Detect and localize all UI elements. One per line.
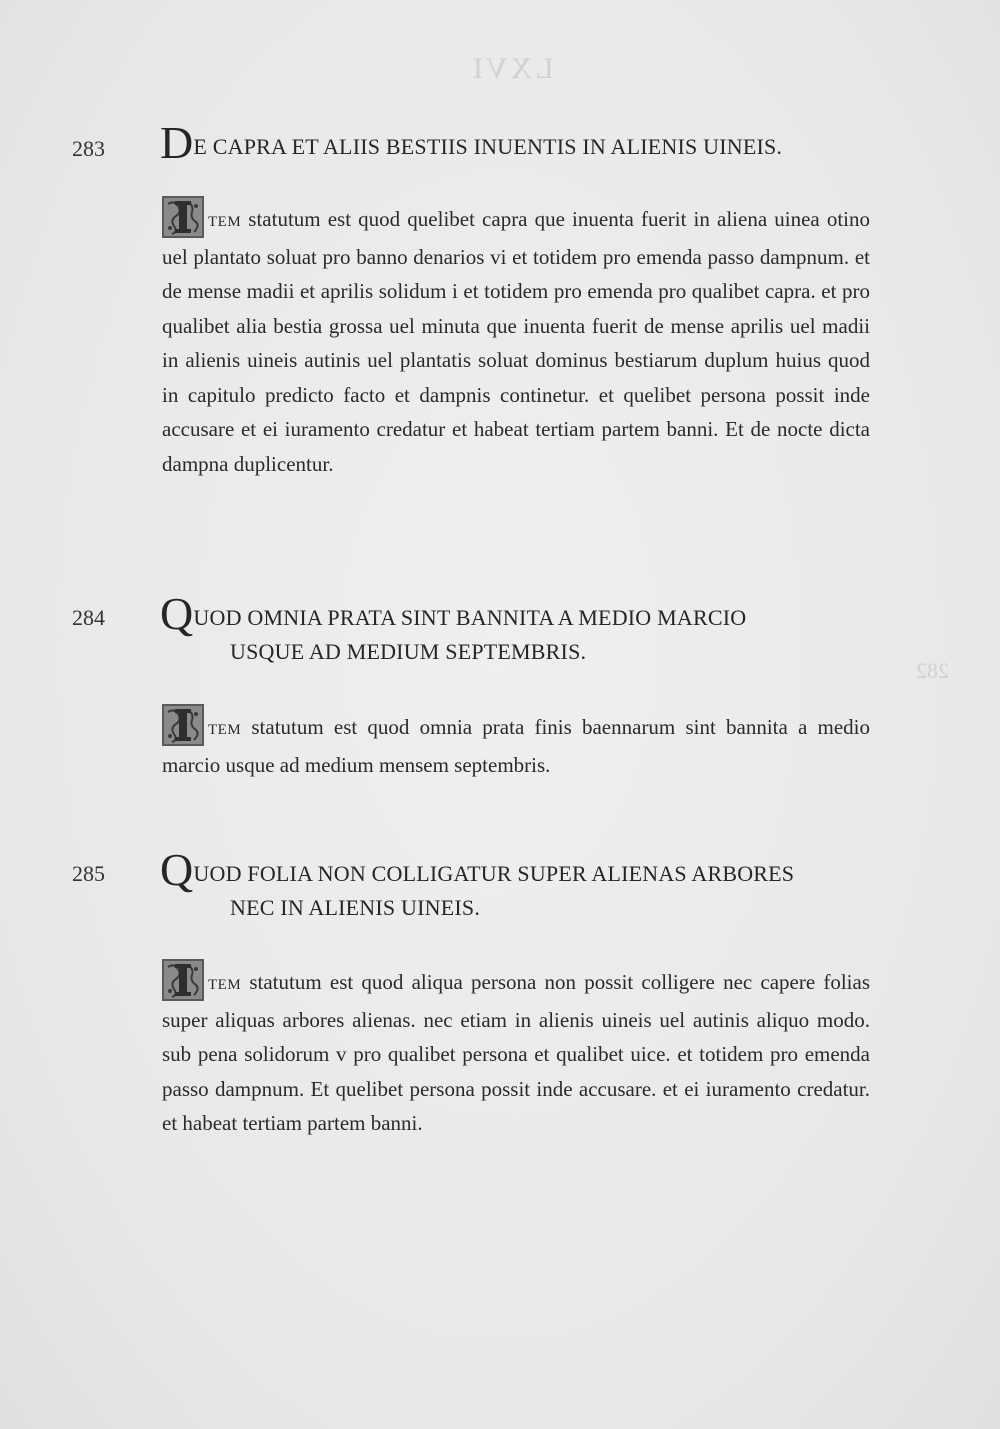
ornamental-I-icon <box>162 704 204 746</box>
section-body <box>162 196 870 481</box>
heading-text: E CAPRA ET ALIIS BESTIIS INUENTIS IN ALIENIS UINEIS. <box>193 134 783 159</box>
section-heading <box>160 117 870 168</box>
section-body <box>162 704 870 782</box>
section-number: 283 <box>72 136 105 161</box>
ornamental-I-icon <box>162 196 204 238</box>
heading-continuation: NEC IN ALIENIS UINEIS. <box>230 895 481 920</box>
heading-continuation: USQUE AD MEDIUM SEPTEMBRIS. <box>230 639 587 664</box>
item-word: TEM <box>208 722 242 738</box>
body-text: statutum est quod aliqua persona non possit colligere nec capere folias super aliquas arbores alienas. nec etiam in alienis uineis uel autinis aliquo modo. sub pena solidorum v pro qualibet persona et qualibet uice. et totidem pro emenda passo dampnum. Et quelibet persona possit inde accusare. et ei iuramento credatur. et habeat tertiam partem banni. <box>162 970 870 1135</box>
body-text: statutum est quod quelibet capra que inuenta fuerit in aliena uinea otino uel plantato soluat pro banno denarios vi et totidem pro emenda passo dampnum. et de mense madii et aprilis solidum i et totidem pro emenda pro qualibet capra. et pro qualibet alia bestia grossa uel minuta que inuenta fuerit de mense aprilis uel madii in alienis uineis autinis uel plantatis soluat dominus bestiarum duplum huius quod in capitulo predicto facto et dampnis continetur. et quelibet persona possit inde accusare et ei iuramento credatur et habeat tertiam partem banni. Et de nocte dicta dampna duplicentur. <box>162 207 871 476</box>
heading-initial: Q <box>160 588 194 639</box>
section-heading <box>160 588 870 669</box>
section-body <box>162 959 870 1141</box>
item-word: TEM <box>208 977 242 993</box>
section-number: 285 <box>72 861 105 886</box>
heading-initial: D <box>160 117 194 168</box>
body-text: statutum est quod omnia prata finis baennarum sint bannita a medio marcio usque ad medium mensem septembris. <box>162 715 870 777</box>
item-word: TEM <box>208 214 242 230</box>
heading-initial: Q <box>160 844 194 895</box>
ornamental-I-icon <box>162 959 204 1001</box>
section-heading <box>160 844 870 925</box>
heading-text: UOD OMNIA PRATA SINT BANNITA A MEDIO MARCIO <box>193 605 747 630</box>
bleed-through-header: LXVI <box>470 52 554 85</box>
heading-text: UOD FOLIA NON COLLIGATUR SUPER ALIENAS ARBORES <box>193 861 795 886</box>
bleed-through-side-number: 282 <box>916 658 949 683</box>
section-number: 284 <box>72 605 105 630</box>
